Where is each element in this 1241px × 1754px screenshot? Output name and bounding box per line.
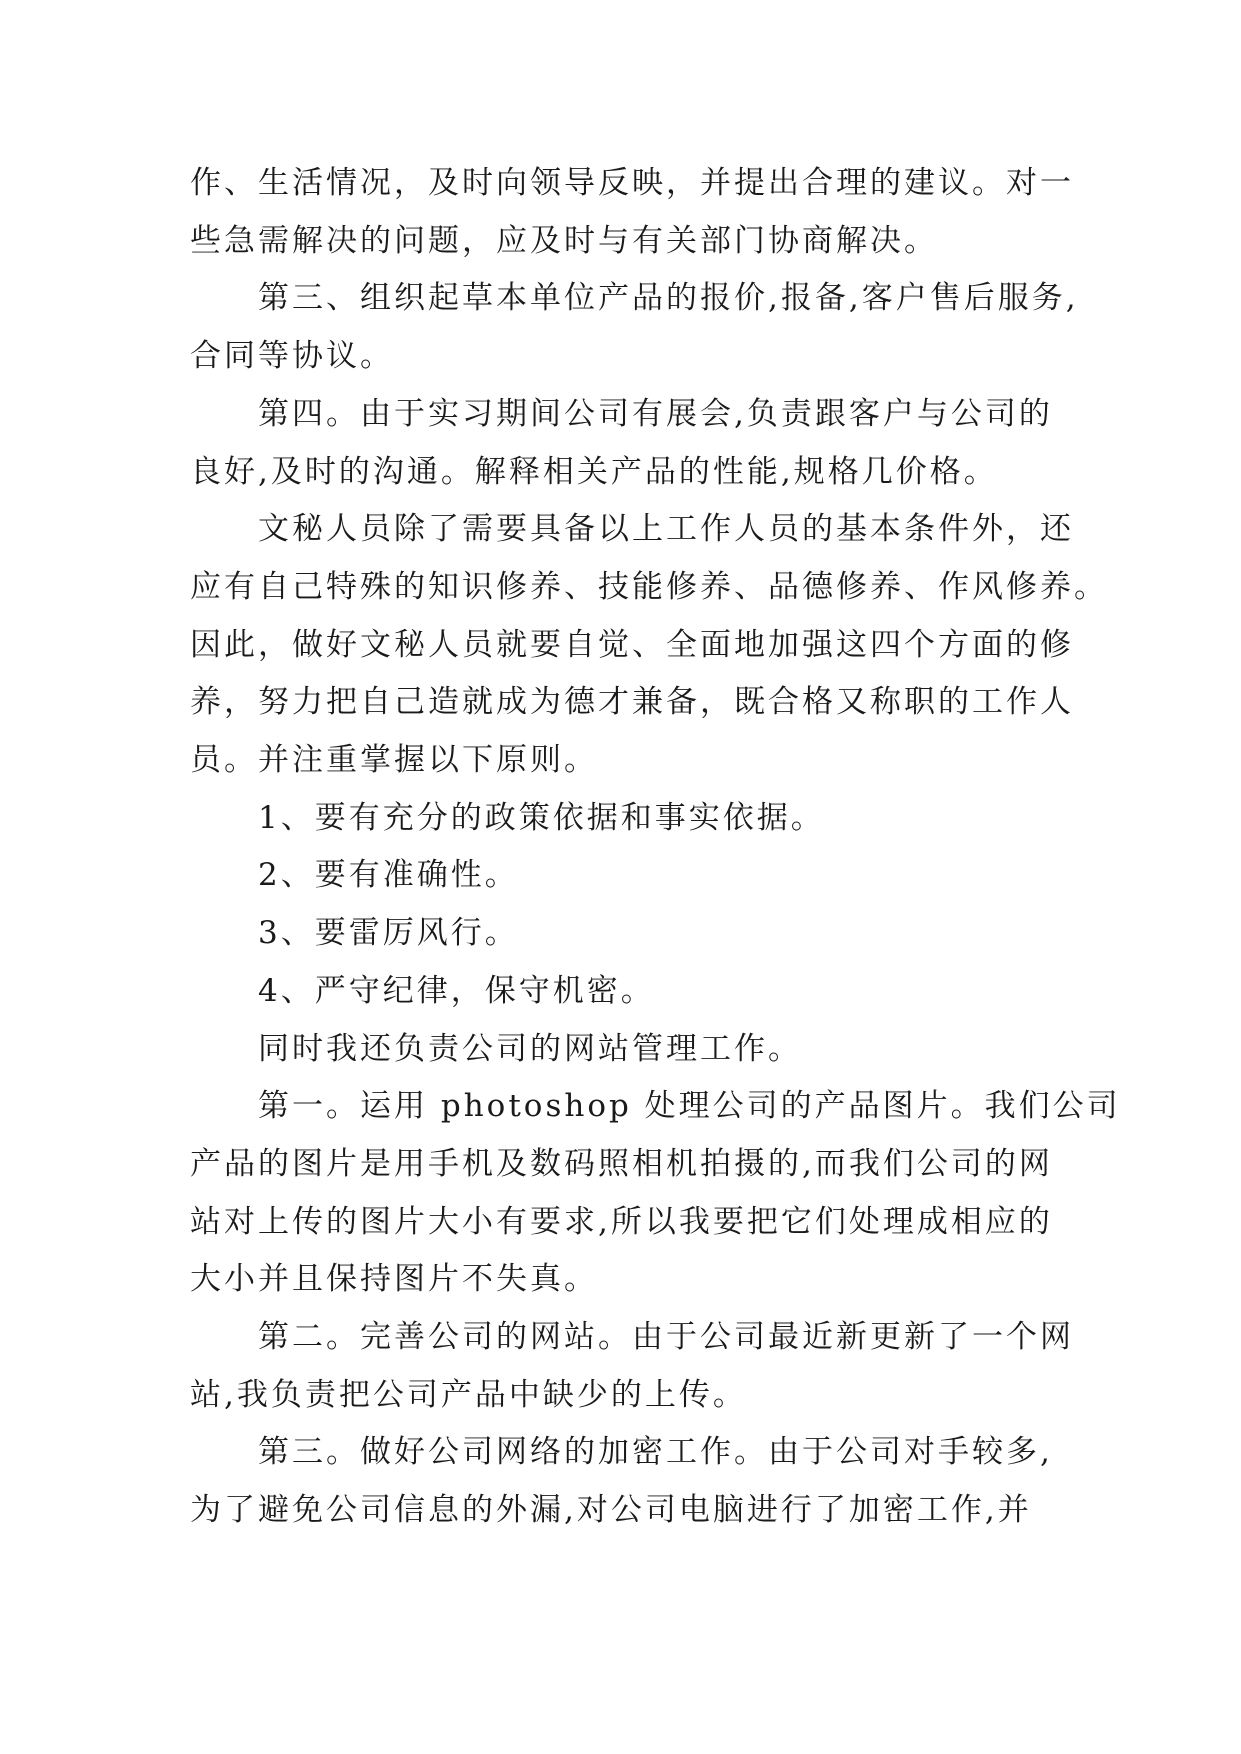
text-line: 良好,及时的沟通。解释相关产品的性能,规格几价格。 <box>190 453 998 490</box>
text-line: 产品的图片是用手机及数码照相机拍摄的,而我们公司的网 <box>190 1145 1053 1182</box>
text-line: 第三、组织起草本单位产品的报价,报备,客户售后服务, <box>258 280 1079 317</box>
list-item: 3、要雷厉风行。 <box>258 915 519 952</box>
text-line: 文秘人员除了需要具备以上工作人员的基本条件外，还 <box>258 511 1074 548</box>
text-line: 第二。完善公司的网站。由于公司最近新更新了一个网 <box>258 1319 1074 1356</box>
text-line: 第一。运用 photoshop 处理公司的产品图片。我们公司 <box>258 1088 1121 1125</box>
text-line: 站对上传的图片大小有要求,所以我要把它们处理成相应的 <box>190 1203 1053 1240</box>
text-line: 大小并且保持图片不失真。 <box>190 1261 598 1298</box>
text-line: 作、生活情况，及时向领导反映，并提出合理的建议。对一 <box>190 165 1074 201</box>
list-item: 1、要有充分的政策依据和事实依据。 <box>258 799 825 836</box>
text-line: 合同等协议。 <box>190 338 394 375</box>
text-line: 养，努力把自己造就成为德才兼备，既合格又称职的工作人 <box>190 684 1074 721</box>
text-line: 些急需解决的问题，应及时与有关部门协商解决。 <box>190 222 938 259</box>
text-line: 站,我负责把公司产品中缺少的上传。 <box>190 1376 747 1413</box>
document-body <box>190 155 1121 1540</box>
list-item: 4、严守纪律，保守机密。 <box>258 972 655 1009</box>
text-line: 同时我还负责公司的网站管理工作。 <box>258 1030 802 1067</box>
text-line: 因此，做好文秘人员就要自觉、全面地加强这四个方面的修 <box>190 626 1074 663</box>
list-item: 2、要有准确性。 <box>258 857 519 894</box>
text-line: 第四。由于实习期间公司有展会,负责跟客户与公司的 <box>258 395 1053 432</box>
text-line: 第三。做好公司网络的加密工作。由于公司对手较多, <box>258 1434 1053 1471</box>
text-line: 为了避免公司信息的外漏,对公司电脑进行了加密工作,并 <box>190 1492 1032 1529</box>
text-line: 员。并注重掌握以下原则。 <box>190 742 598 779</box>
text-line: 应有自己特殊的知识修养、技能修养、品德修养、作风修养。 <box>190 568 1108 605</box>
